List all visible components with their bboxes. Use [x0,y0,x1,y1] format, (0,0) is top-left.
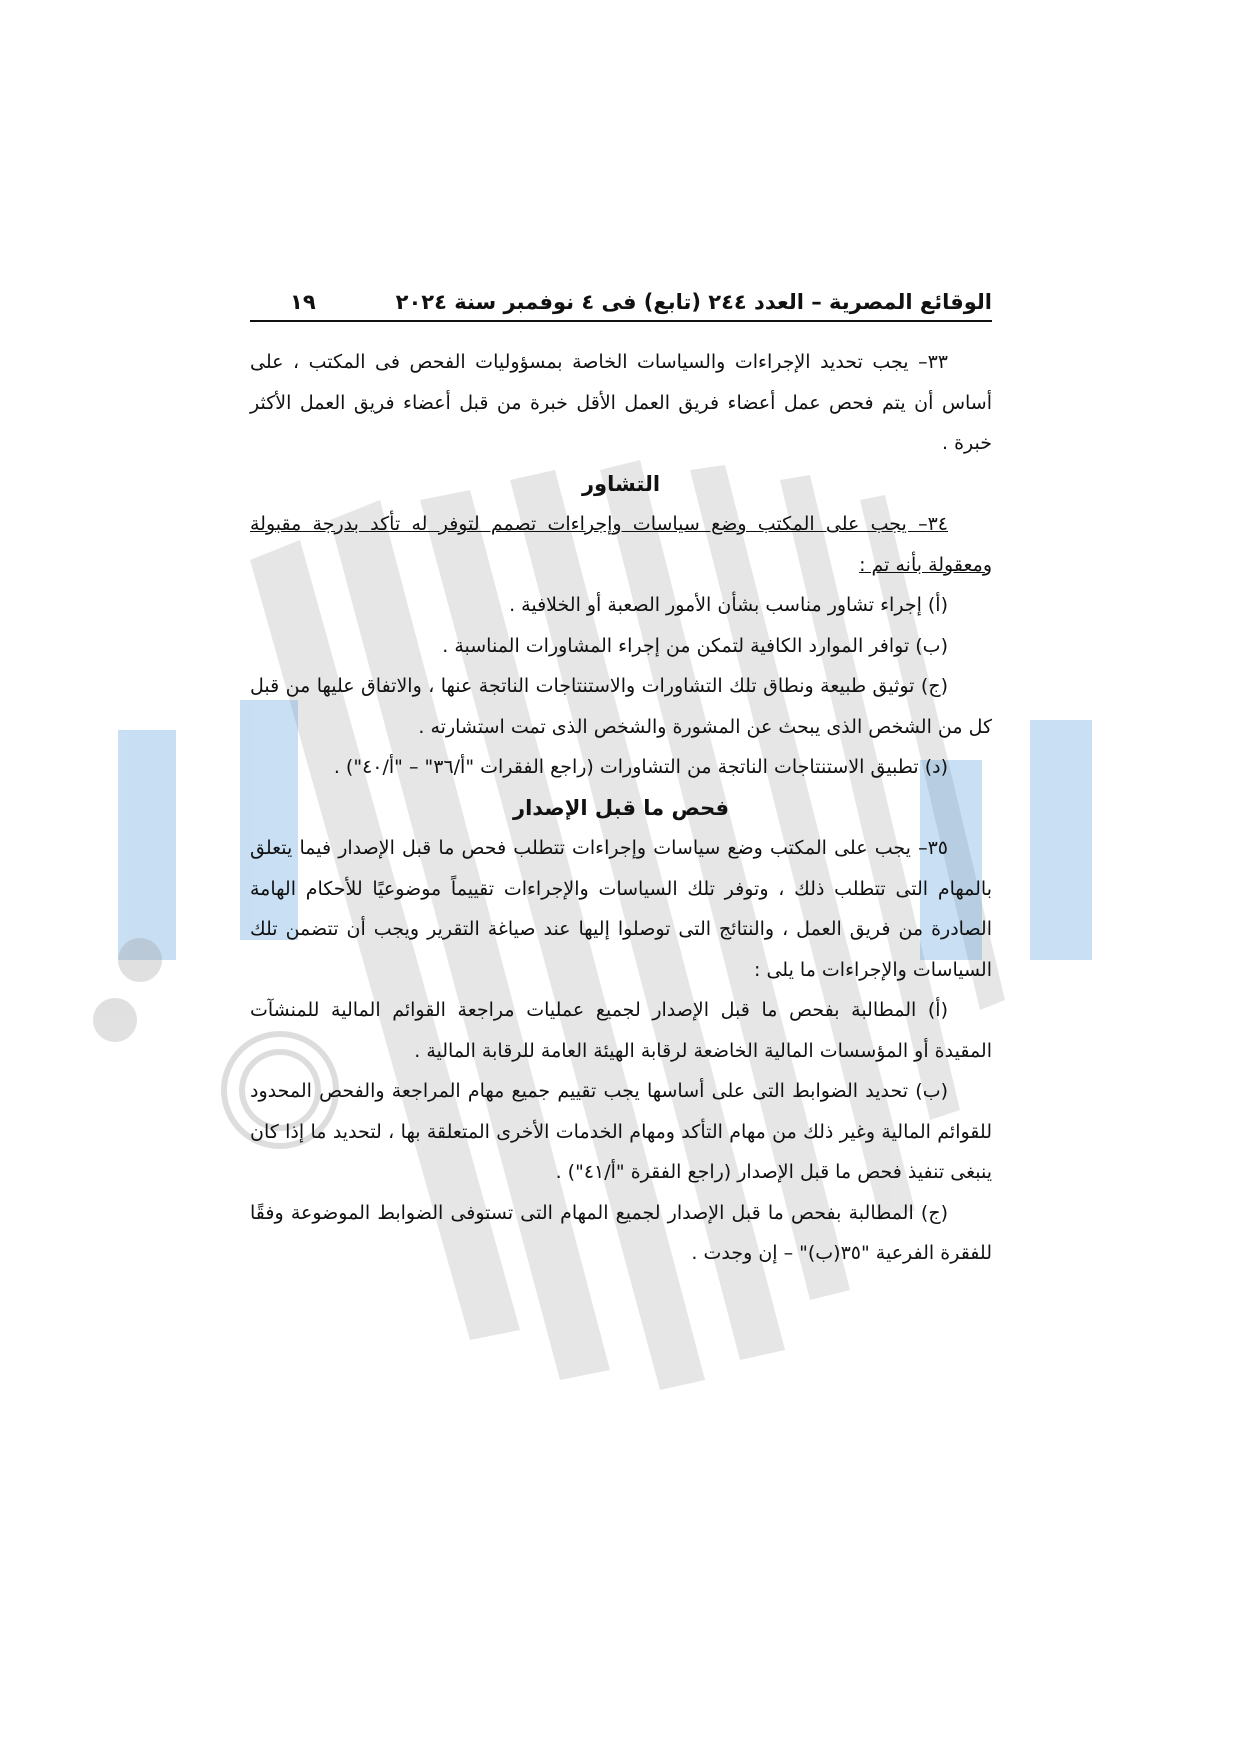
page-header [250,270,992,322]
paragraph-34-b: (ب) توافر الموارد الكافية لتمكن من إجراء المشاورات المناسبة . [442,634,948,657]
paragraph-34-d: (د) تطبيق الاستنتاجات الناتجة من التشاورات (راجع الفقرات "أ/٣٦" – "أ/٤٠") . [333,756,948,778]
page-content [250,342,992,1274]
header-title: الوقائع المصرية – العدد ٢٤٤ (تابع) فى ٤ نوفمبر سنة ٢٠٢٤ [395,290,992,314]
heading-pre-issuance-review: فحص ما قبل الإصدار [513,795,729,820]
document-page [250,270,992,1274]
paragraph-35-b: (ب) تحديد الضوابط التى على أساسها يجب تقييم جميع مهام المراجعة والفحص المحدود للقوائم المالية وغير ذلك من مهام التأكد ومهام الخدمات الأخرى المتعلقة بها ، لتحديد ما إذا كان ينبغى تنفيذ فحص ما قبل الإصدار (راجع الفقرة "أ/٤١") . [250,1080,992,1183]
paragraph-35-a: (أ) المطالبة بفحص ما قبل الإصدار لجميع عمليات مراجعة القوائم المالية للمنشآت المقيدة أو المؤسسات المالية الخاضعة لرقابة الهيئة العامة للرقابة المالية . [250,999,992,1062]
paragraph-33: ٣٣– يجب تحديد الإجراءات والسياسات الخاصة بمسؤوليات الفحص فى المكتب ، على أساس أن يتم فحص عمل أعضاء فريق العمل الأقل خبرة من قبل أعضاء فريق العمل الأكثر خبرة . [250,351,992,454]
paragraph-34: ٣٤– يجب على المكتب وضع سياسات وإجراءات تصمم لتوفر له تأكد بدرجة مقبولة ومعقولة بأنه تم : [250,513,992,576]
paragraph-35: ٣٥– يجب على المكتب وضع سياسات وإجراءات تتطلب فحص ما قبل الإصدار فيما يتعلق بالمهام التى تتطلب ذلك ، وتوفر تلك السياسات والإجراءات تقييماً موضوعيًا للأحكام الهامة الصادرة من فريق العمل ، والنتائج التى توصلوا إليها عند صياغة التقرير ويجب أن تتضمن تلك السياسات والإجراءات ما يلى : [250,837,992,981]
paragraph-34-c: (ج) توثيق طبيعة ونطاق تلك التشاورات والاستنتاجات الناتجة عنها ، والاتفاق عليها من قبل كل من الشخص الذى يبحث عن المشورة والشخص الذى تمت استشارته . [250,675,992,738]
heading-consultation: التشاور [581,471,661,496]
paragraph-34-a: (أ) إجراء تشاور مناسب بشأن الأمور الصعبة أو الخلافية . [509,594,948,616]
page-number: ١٩ [290,290,316,314]
paragraph-35-c: (ج) المطالبة بفحص ما قبل الإصدار لجميع المهام التى تستوفى الضوابط الموضوعة وفقًا للفقرة الفرعية "٣٥(ب)" – إن وجدت . [250,1201,992,1264]
